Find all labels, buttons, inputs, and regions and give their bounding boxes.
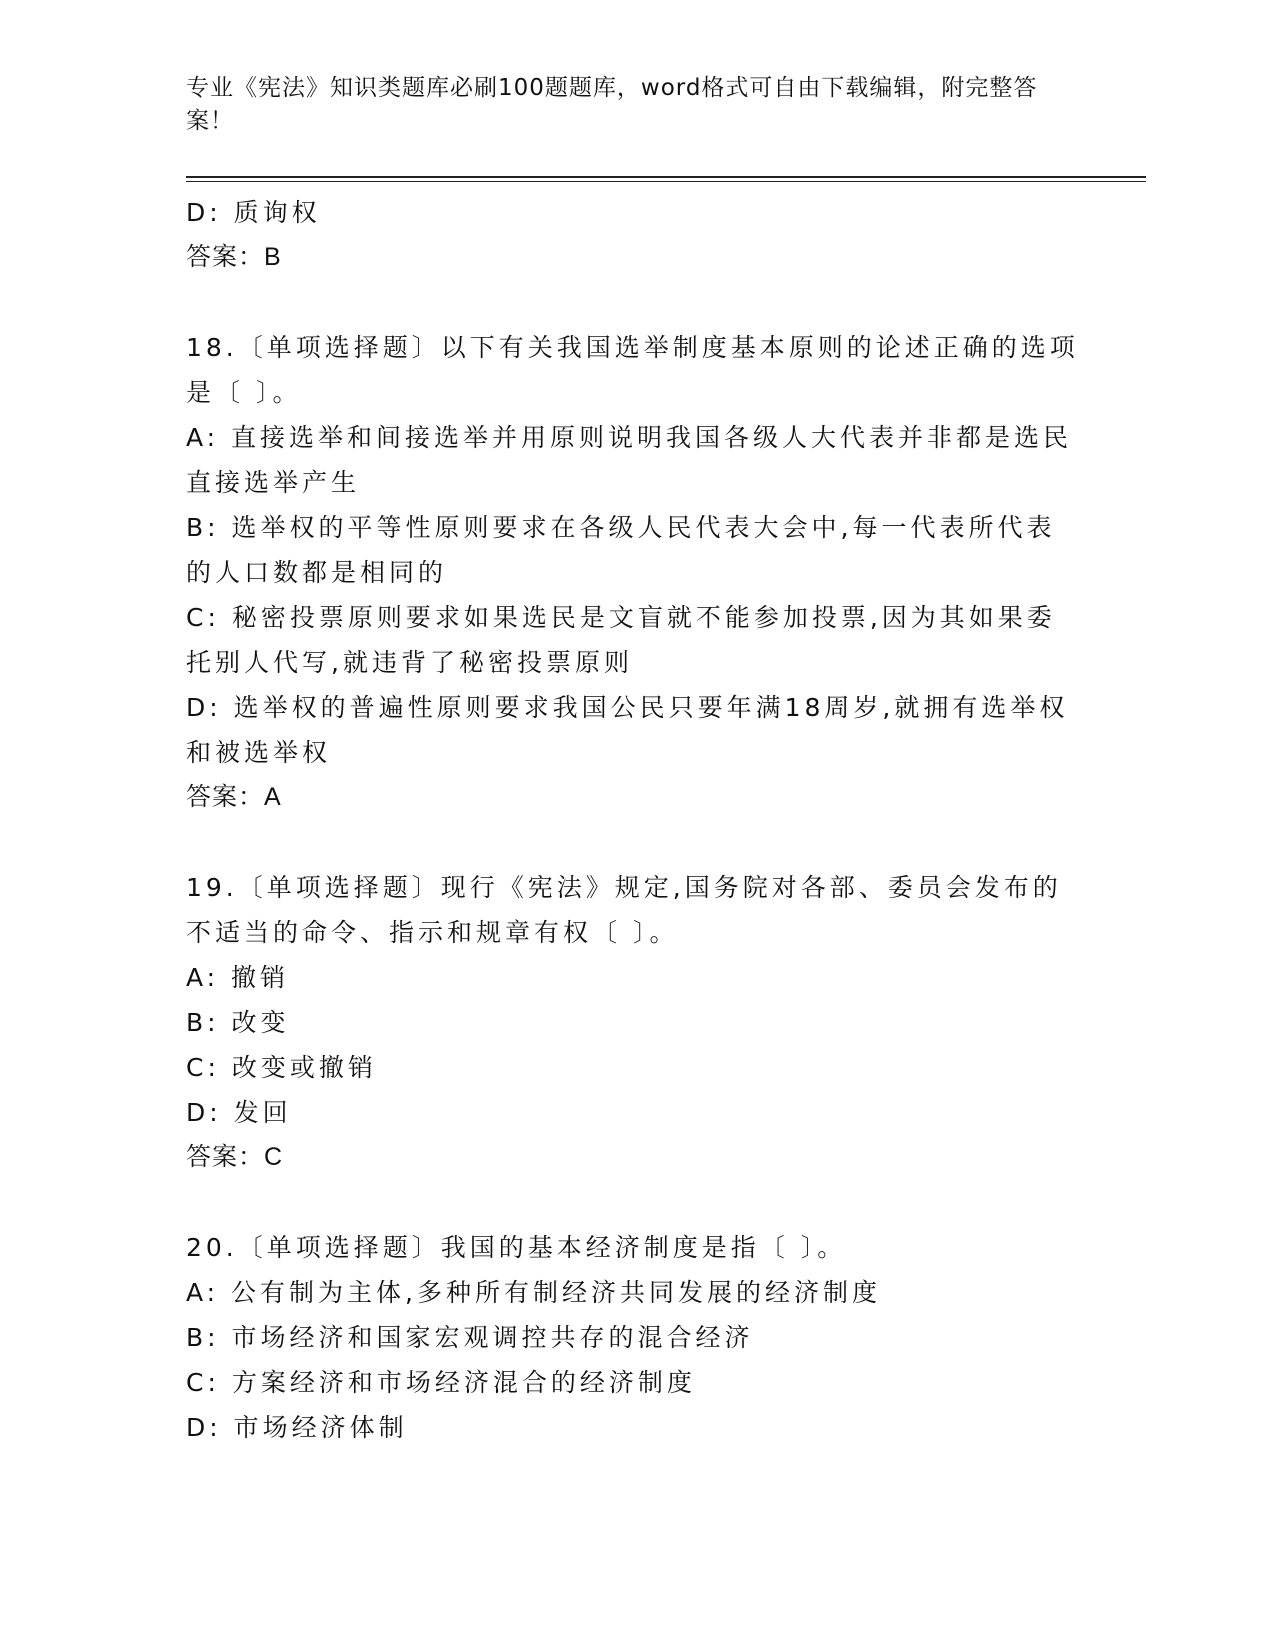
question-text-line: 19.〔单项选择题〕现行《宪法》规定,国务院对各部、委员会发布的 <box>186 873 1062 902</box>
option-b-line: B: 选举权的平等性原则要求在各级人民代表大会中,每一代表所代表 <box>186 513 1056 542</box>
spacer <box>186 280 1086 325</box>
question-19 <box>186 865 1086 1180</box>
question-20 <box>186 1225 1086 1450</box>
option-c-line: C: 方案经济和市场经济混合的经济制度 <box>186 1368 696 1397</box>
option-b-line: 的人口数都是相同的 <box>186 558 448 587</box>
option-d-line: 和被选举权 <box>186 738 332 767</box>
option-a-line: A: 直接选举和间接选举并用原则说明我国各级人大代表并非都是选民 <box>186 423 1073 452</box>
option-a-line: A: 撤销 <box>186 963 290 992</box>
option-d-line: D: 发回 <box>186 1098 292 1127</box>
question-text-line: 是〔 〕。 <box>186 378 302 407</box>
spacer <box>186 820 1086 865</box>
answer: 答案：A <box>186 783 282 811</box>
spacer <box>186 1180 1086 1225</box>
option-c-line: C: 改变或撤销 <box>186 1053 377 1082</box>
option-a-line: 直接选举产生 <box>186 468 361 497</box>
option-c-line: C: 秘密投票原则要求如果选民是文盲就不能参加投票,因为其如果委 <box>186 603 1056 632</box>
option-d-line: D: 市场经济体制 <box>186 1413 408 1442</box>
question-content <box>186 190 1086 1450</box>
question-text-line: 18.〔单项选择题〕以下有关我国选举制度基本原则的论述正确的选项 <box>186 333 1079 362</box>
option-b-line: B: 改变 <box>186 1008 290 1037</box>
answer: 答案：C <box>186 1143 284 1171</box>
question-text-line: 不适当的命令、指示和规章有权〔 〕。 <box>186 918 679 947</box>
prev-answer: 答案：B <box>186 243 282 271</box>
header-line-2: 案！ <box>186 108 234 134</box>
header-line-1: 专业《宪法》知识类题库必刷100题题库，word格式可自由下载编辑，附完整答 <box>186 75 1038 101</box>
prev-option-d: D: 质询权 <box>186 198 321 227</box>
header-rule-thick <box>186 176 1146 178</box>
option-c-line: 托别人代写,就违背了秘密投票原则 <box>186 648 633 677</box>
page-header <box>186 72 1076 138</box>
header-rule-thin <box>186 181 1146 182</box>
question-text-line: 20.〔单项选择题〕我国的基本经济制度是指〔 〕。 <box>186 1233 847 1262</box>
option-d-line: D: 选举权的普遍性原则要求我国公民只要年满18周岁,就拥有选举权 <box>186 693 1069 722</box>
question-18 <box>186 325 1086 820</box>
option-a-line: A: 公有制为主体,多种所有制经济共同发展的经济制度 <box>186 1278 881 1307</box>
option-b-line: B: 市场经济和国家宏观调控共存的混合经济 <box>186 1323 754 1352</box>
